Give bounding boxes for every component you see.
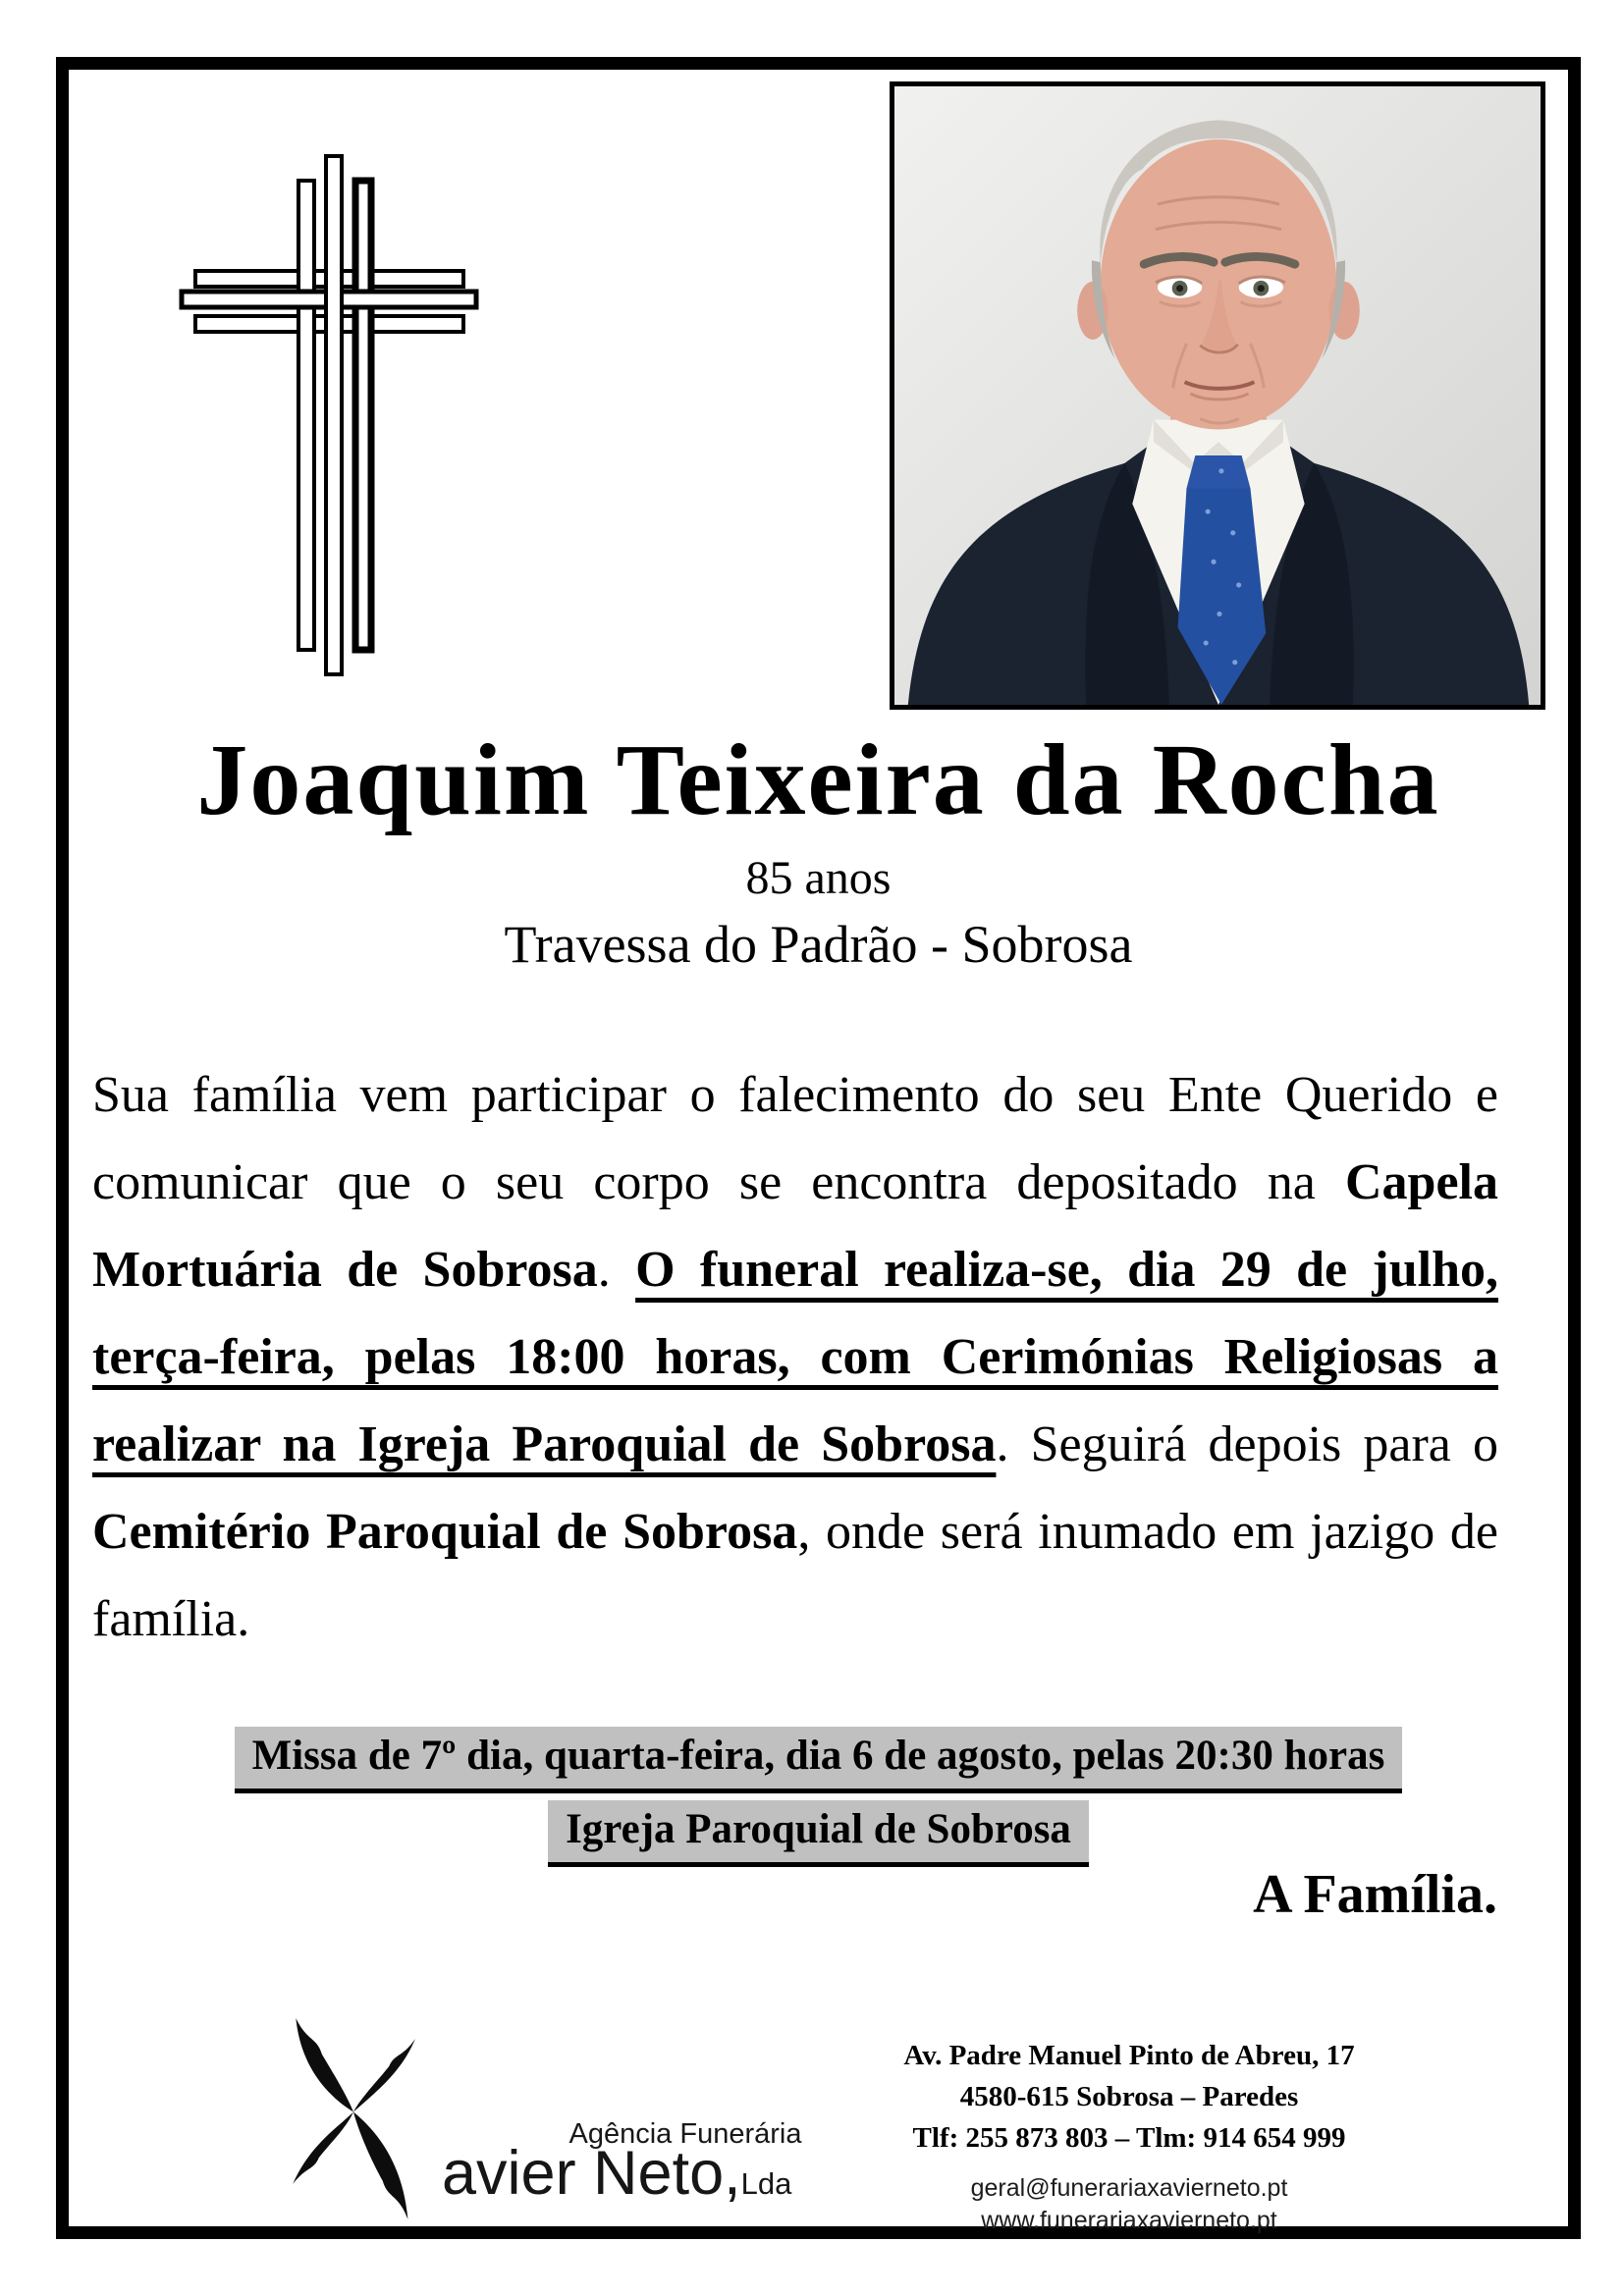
announcement-chapel: Capela Mortuária de Sobrosa [92,1154,1498,1298]
agency-name [442,2139,791,2218]
portrait-photo [890,81,1545,710]
deceased-age: 85 anos [745,852,892,904]
announcement-paragraph [92,1051,1498,1663]
agency-name-main: avier Neto, [442,2139,741,2208]
agency-logo-x-icon [275,2011,432,2227]
agency-address2: 4580-615 Sobrosa – Paredes [959,2081,1299,2112]
agency-address1: Av. Padre Manuel Pinto de Abreu, 17 [903,2040,1355,2071]
mass-line1: Missa de 7º dia, quarta-feira, dia 6 de agosto, pelas 20:30 horas [235,1727,1403,1793]
agency-contact-block [874,2035,1384,2237]
announcement-part1: Sua família vem participar o falecimento do seu Ente Querido e comunicar que o seu corpo se encontra depositado na [92,1067,1498,1210]
mass-notice-row2 [69,1800,1568,1867]
deceased-name: Joaquim Teixeira da Rocha [196,723,1440,836]
agency-digital-contacts [874,2172,1384,2237]
agency-phones: Tlf: 255 873 803 – Tlm: 914 654 999 [912,2122,1346,2154]
mass-notice-row1 [69,1727,1568,1793]
agency-website: www.funerariaxavierneto.pt [981,2207,1277,2234]
announcement-funeral: O funeral realiza-se, dia 29 de julho, terça-feira, pelas 18:00 horas, com Cerimónias Religiosas a realizar na Igreja Paroquial de Sobrosa [92,1242,1499,1472]
cross-icon [177,133,483,688]
announcement-cemetery: Cemitério Paroquial de Sobrosa [92,1504,798,1560]
announcement-sep2: . Seguirá depois para o [996,1416,1498,1472]
agency-name-suffix: Lda [740,2166,792,2201]
portrait-illustration [894,86,1541,705]
family-signature: A Família. [1253,1864,1497,1925]
agency-category-label: Agência Funerária [568,2118,802,2150]
page-frame [56,57,1581,2239]
announcement-part2: , onde será inumado em jazigo de família. [92,1504,1498,1647]
announcement-sep1: . [597,1242,636,1298]
agency-email: geral@funerariaxavierneto.pt [970,2174,1288,2202]
mass-line2: Igreja Paroquial de Sobrosa [548,1800,1089,1867]
deceased-address: Travessa do Padrão - Sobrosa [504,915,1133,974]
mass-notice [69,1727,1568,1874]
